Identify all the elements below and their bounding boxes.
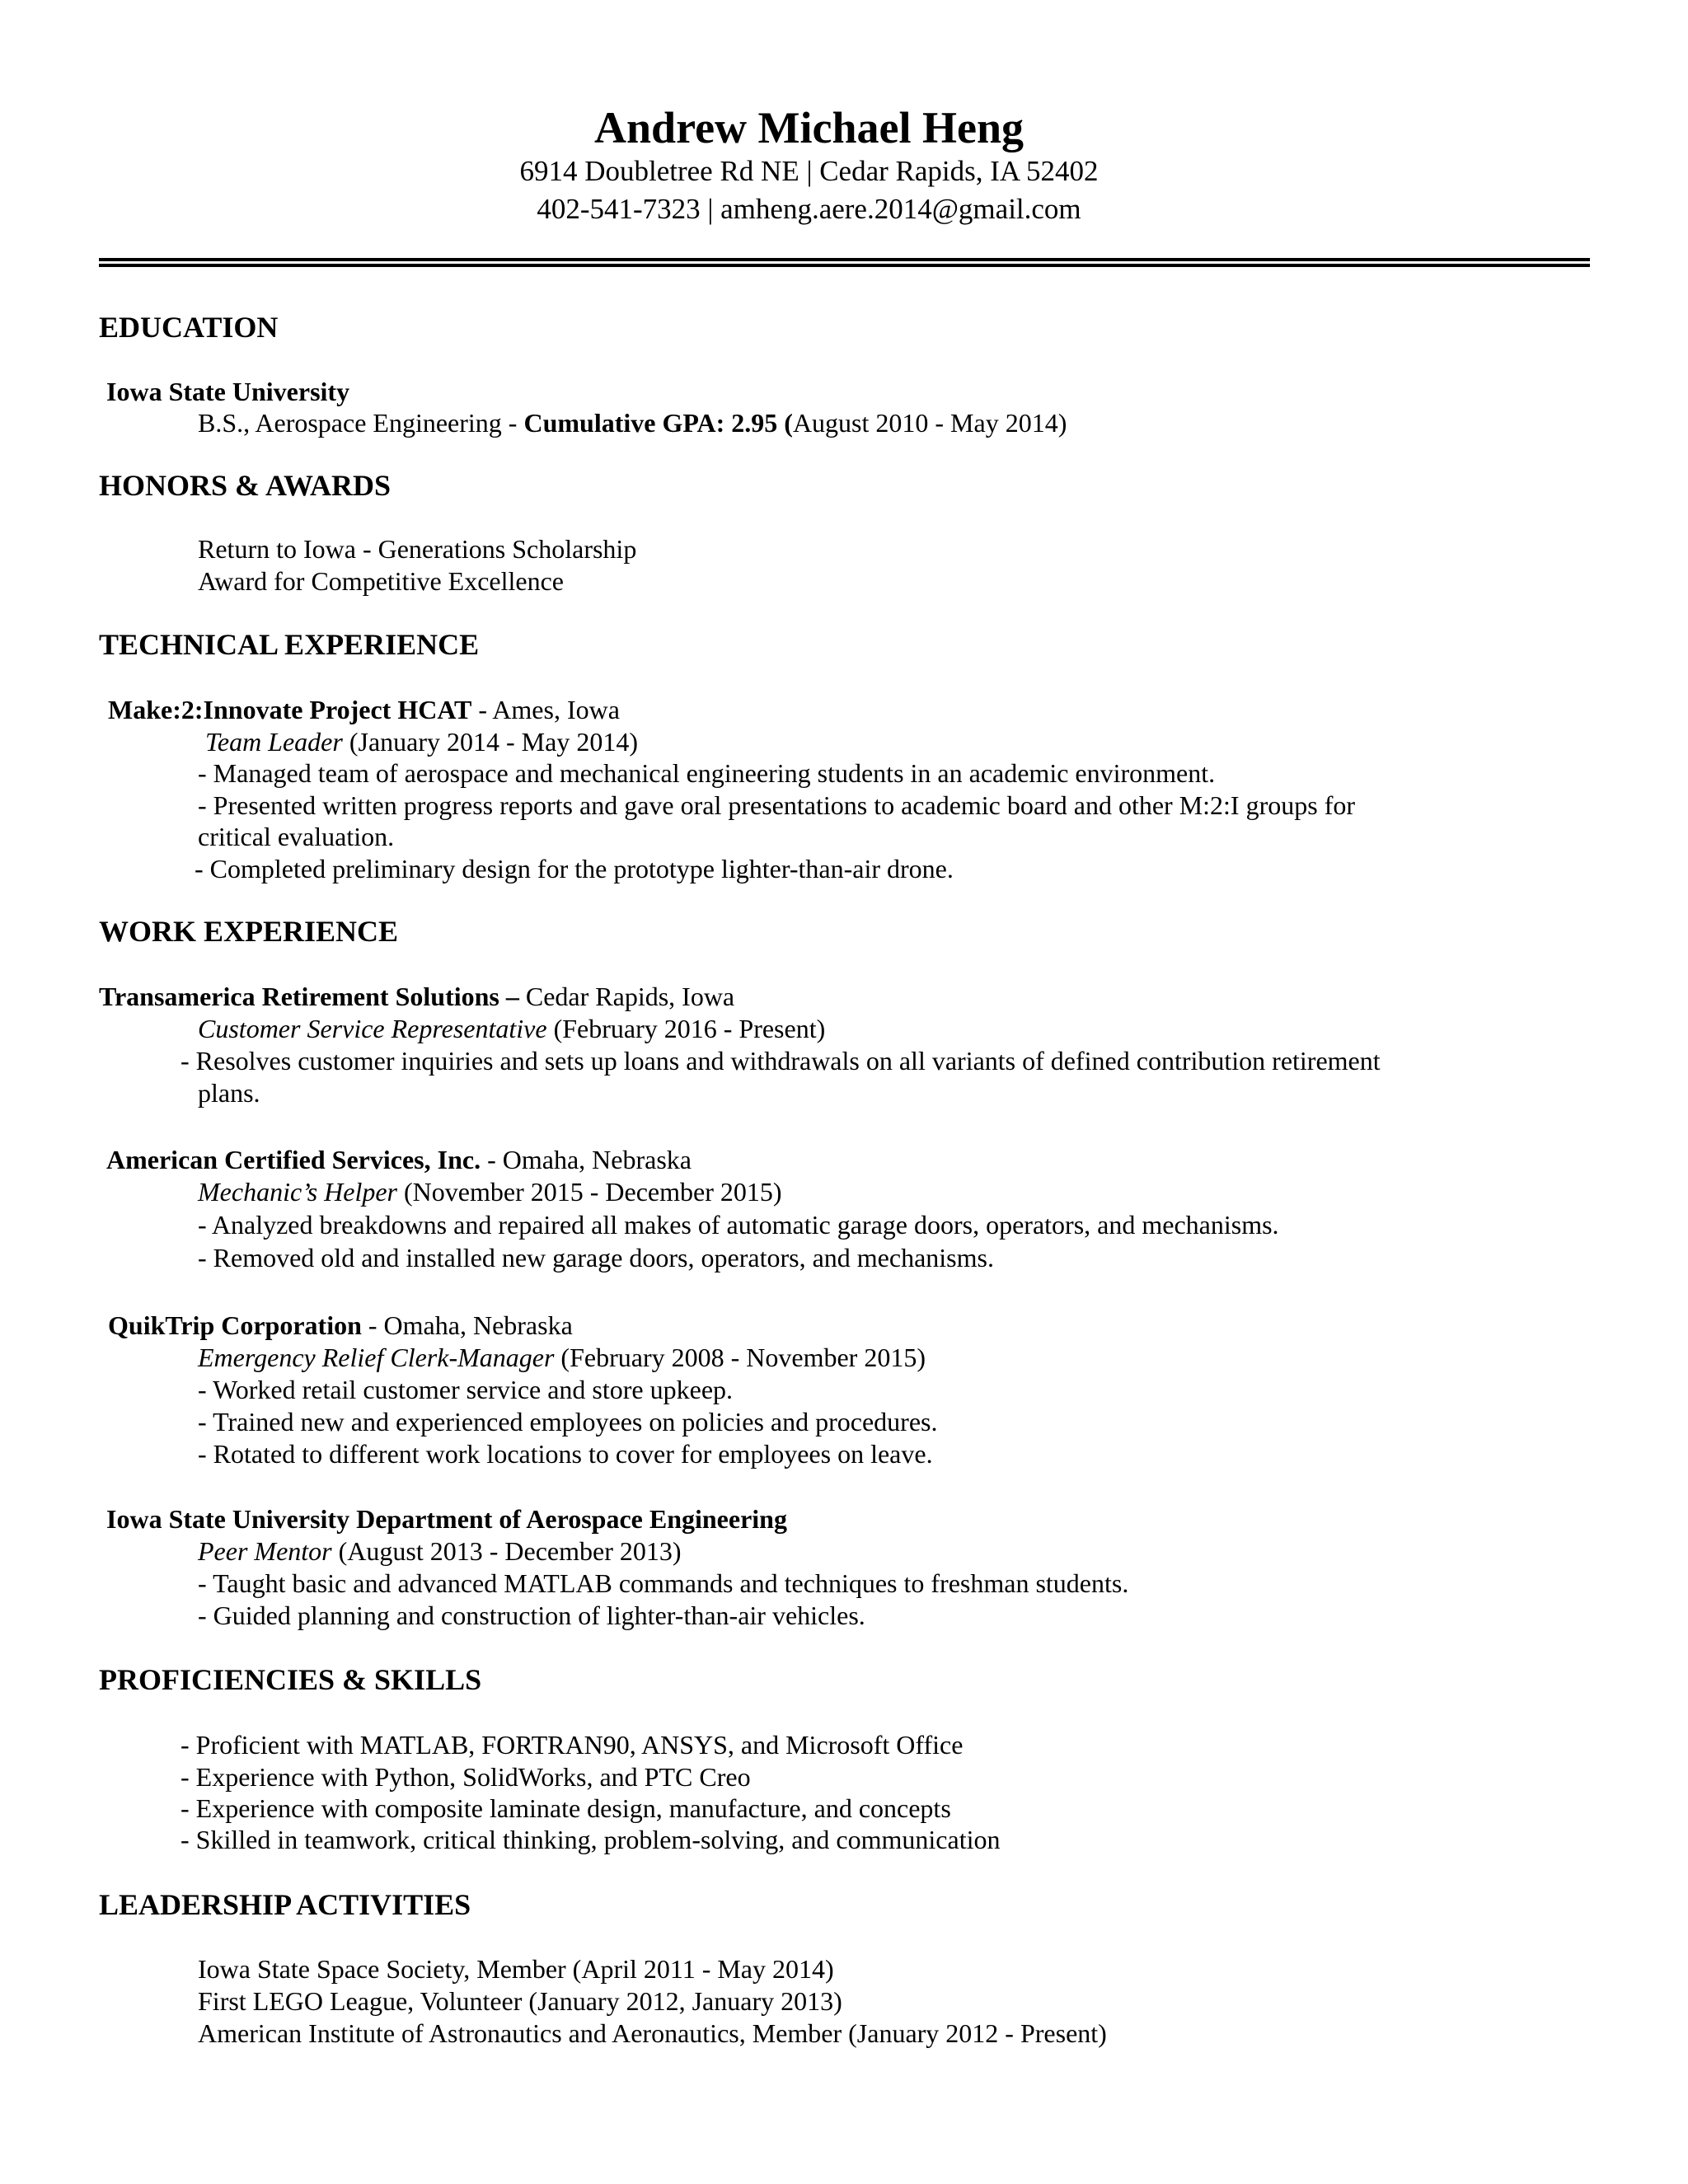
skill-item: - Proficient with MATLAB, FORTRAN90, ANSYS, and Microsoft Office — [181, 1730, 964, 1760]
job-bullet: - Rotated to different work locations to cover for employees on leave. — [198, 1439, 933, 1469]
education-school: Iowa State University — [106, 377, 350, 406]
work-heading: WORK EXPERIENCE — [99, 915, 399, 948]
job-org-line: American Certified Services, Inc. - Omaha, Nebraska — [106, 1145, 692, 1174]
job-role-line: Emergency Relief Clerk-Manager (February 2008 - November 2015) — [198, 1343, 926, 1372]
technical-bullet: - Completed preliminary design for the prototype lighter-than-air drone. — [195, 854, 954, 883]
technical-bullet: - Presented written progress reports and gave oral presentations to academic board and other M:2:I groups for — [198, 790, 1355, 820]
education-heading: EDUCATION — [99, 311, 279, 344]
contact-line: 402-541-7323 | amheng.aere.2014@gmail.com — [537, 193, 1081, 225]
skill-item: - Experience with Python, SolidWorks, and PTC Creo — [181, 1762, 751, 1792]
job-org-line: Transamerica Retirement Solutions – Cedar Rapids, Iowa — [99, 982, 735, 1011]
skill-item: - Skilled in teamwork, critical thinking, problem-solving, and communication — [181, 1825, 1001, 1854]
honor-item: Award for Competitive Excellence — [198, 566, 564, 596]
job-bullet: - Worked retail customer service and store upkeep. — [198, 1375, 734, 1404]
honor-item: Return to Iowa - Generations Scholarship — [198, 534, 637, 564]
technical-bullet: critical evaluation. — [198, 822, 395, 851]
job-role-line: Mechanic’s Helper (November 2015 - December 2015) — [198, 1177, 782, 1207]
job-bullet: - Taught basic and advanced MATLAB commands and techniques to freshman students. — [198, 1568, 1129, 1598]
job-bullet: - Resolves customer inquiries and sets up loans and withdrawals on all variants of defined contribution retirement — [181, 1046, 1381, 1076]
leadership-heading: LEADERSHIP ACTIVITIES — [99, 1888, 471, 1921]
education-degree-line: B.S., Aerospace Engineering - Cumulative GPA: 2.95 (August 2010 - May 2014) — [198, 408, 1067, 438]
leadership-item: First LEGO League, Volunteer (January 2012, January 2013) — [198, 1986, 842, 2016]
skill-item: - Experience with composite laminate design, manufacture, and concepts — [181, 1793, 951, 1823]
header-divider-bottom — [99, 264, 1590, 267]
job-role-line: Peer Mentor (August 2013 - December 2013) — [198, 1536, 682, 1566]
leadership-item: American Institute of Astronautics and Aeronautics, Member (January 2012 - Present) — [198, 2018, 1107, 2048]
leadership-item: Iowa State Space Society, Member (April 2011 - May 2014) — [198, 1954, 834, 1984]
job-org-line: QuikTrip Corporation - Omaha, Nebraska — [108, 1310, 573, 1340]
honors-heading: HONORS & AWARDS — [99, 469, 392, 502]
technical-org-line: Make:2:Innovate Project HCAT - Ames, Iowa — [108, 695, 620, 724]
header-divider-top — [99, 258, 1590, 261]
job-bullet: - Removed old and installed new garage doors, operators, and mechanisms. — [198, 1243, 994, 1272]
job-bullet: - Trained new and experienced employees on policies and procedures. — [198, 1407, 938, 1436]
skills-heading: PROFICIENCIES & SKILLS — [99, 1663, 482, 1696]
job-bullet: - Guided planning and construction of lighter-than-air vehicles. — [198, 1601, 865, 1630]
address-line: 6914 Doubletree Rd NE | Cedar Rapids, IA 52402 — [519, 155, 1099, 187]
job-bullet: - Analyzed breakdowns and repaired all makes of automatic garage doors, operators, and mechanisms. — [198, 1210, 1279, 1240]
candidate-name: Andrew Michael Heng — [594, 103, 1024, 152]
technical-heading: TECHNICAL EXPERIENCE — [99, 628, 480, 661]
technical-role-line: Team Leader (January 2014 - May 2014) — [205, 727, 638, 757]
job-org-line: Iowa State University Department of Aerospace Engineering — [106, 1504, 787, 1534]
job-bullet: plans. — [198, 1078, 260, 1108]
technical-bullet: - Managed team of aerospace and mechanical engineering students in an academic environment. — [198, 758, 1216, 788]
job-role-line: Customer Service Representative (February 2016 - Present) — [198, 1014, 826, 1043]
